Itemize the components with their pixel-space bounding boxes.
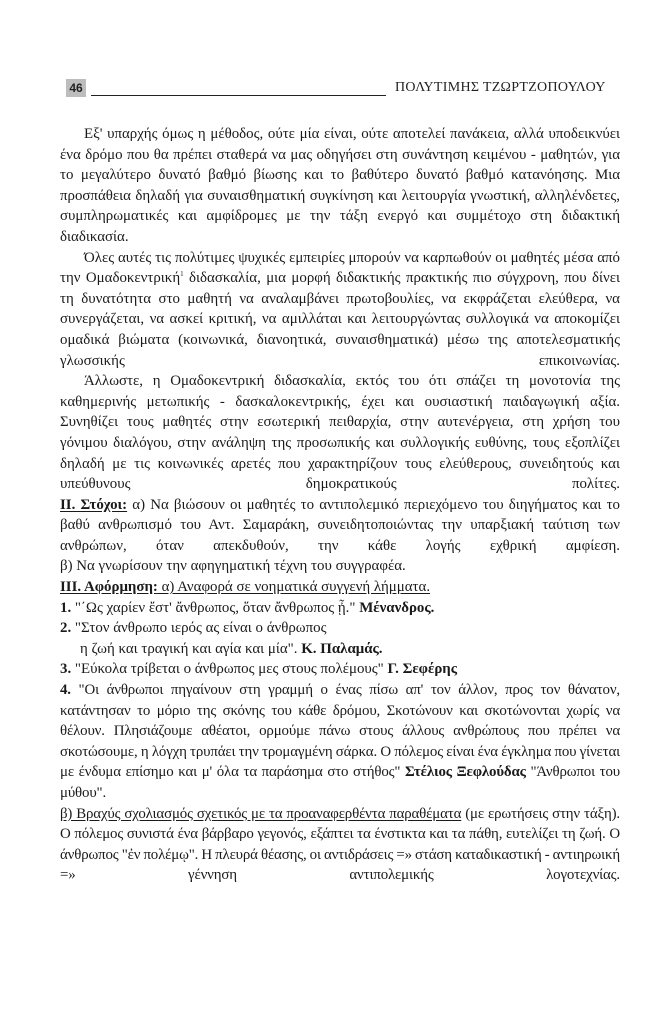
quote-2-author: Κ. Παλαμάς. bbox=[301, 640, 383, 657]
commentary-heading: β) Βραχύς σχολιασμός σχετικός με τα προαναφερθέντα παραθέματα bbox=[60, 805, 462, 822]
motivation-intro: α) Αναφορά σε νοηματικά συγγενή λήμματα. bbox=[157, 579, 431, 596]
page-header bbox=[0, 0, 663, 110]
page-body bbox=[60, 124, 620, 886]
footnote-mark: 1 bbox=[180, 270, 184, 279]
paragraph-method: Εξ' υπαρχής όμως η μέθοδος, ούτε μία είναι, ούτε αποτελεί πανάκεια, αλλά υποδεικνύει ένα δρόμο που θα πρέπει σταθερά να μας οδηγήσει στη συνάντηση κειμένου - μαθητών, για το μεγαλύτερο δυνατό βαθμό βίωσης και το βαθύτερο δυνατό βαθμό κατανόησης. Μια προσπάθεια δηλαδή για συναισθηματική συγκίνηση και λειτουργία γνωστική, αλληλένδετες, συμπληρωματικές και αμφίδρομες με την τάξη ενεργό και συμμέτοχο στη διδακτική διαδικασία. bbox=[60, 126, 620, 245]
quote-1-author: Μένανδρος. bbox=[359, 599, 435, 616]
goals-section bbox=[60, 495, 620, 557]
quote-4: 4. "Οι άνθρωποι πηγαίνουν στη γραμμή ο ένας πίσω απ' τον άλλον, προς τον θάνατον, κατάντησαν το μόριο της σκόνης του κάθε δρόμου, Σκοτώνουν και σκοτώνονται χωρίς να θέλουν. Πλησιάζουμε αθέατοι, ορμούμε πάνω στους άλλους ανθρώπους που πρέπει να σκοτώσουμε, η λόγχη τρυπάει την τρομαγμένη σάρκα. Ο πόλεμος είναι ένα έγκλημα που γίνεται με ένδυμα επίσημο και μ' όλα τα παράσημα στο στήθος" Στέλιος Ξεφλούδας "Άνθρωποι του μύθου". bbox=[60, 682, 620, 801]
motivation-heading: ΙΙΙ. Αφόρμηση: bbox=[60, 579, 158, 596]
quote-3: 3. "Εύκολα τρίβεται ο άνθρωπος μες στους πολέμους" Γ. Σεφέρης bbox=[60, 661, 458, 678]
quote-4-author: Στέλιος Ξεφλούδας bbox=[405, 764, 526, 781]
quote-2: 2. "Στον άνθρωπο ιερός ας είναι ο άνθρωπος bbox=[60, 620, 327, 637]
commentary-section bbox=[60, 804, 620, 886]
quote-2-continuation: η ζωή και τραγική και αγία και μία". Κ. Παλαμάς. bbox=[80, 640, 383, 657]
quote-3-author: Γ. Σεφέρης bbox=[387, 661, 458, 678]
goal-a: α) Να βιώσουν οι μαθητές το αντιπολεμικό περιεχόμενο του διηγήματος και το βαθύ ανθρωπισμό του Αντ. Σαμαράκη, συνειδητοποιώντας την υπαρξιακή ταύτιση των ανθρώπων, όταν απεκδυθούν, την κάθε λογής εχθρική αμφίεση. bbox=[60, 496, 621, 554]
commentary-text: (με ερωτήσεις στην τάξη). Ο πόλεμος συνιστά ένα βάρβαρο γεγονός, εξάπτει τα ένστικτα και τα πάθη, ευτελίζει τη ζωή. Ο άνθρωπος "ἐν πολέμῳ". Η πλευρά θέασης, οι αντιδράσεις =» στάση καταδικαστική - αντιηρωική =» γέννηση αντιπολεμικής λογοτεχνίας. bbox=[60, 805, 620, 884]
quote-1: 1. "΄Ως χαρίεν ἔστ' ἄνθρωπος, ὅταν ἄνθρωπος ᾖ." Μένανδρος. bbox=[60, 599, 435, 616]
running-head: ΠΟΛΥΤΙΜΗΣ ΤΖΩΡΤΖΟΠΟΥΛΟΥ bbox=[395, 80, 606, 95]
goal-b: β) Να γνωρίσουν την αφηγηματική τέχνη του συγγραφέα. bbox=[60, 558, 406, 575]
header-rule bbox=[91, 95, 386, 96]
paragraph-group-teaching: Όλες αυτές τις πολύτιμες ψυχικές εμπειρίες μπορούν να καρπωθούν οι μαθητές μέσα από την Ομαδοκεντρική$^1$ διδασκαλία, μια μορφή διδακτικής πρακτικής πιο σύγχρονη, που δίνει τη δυνατότητα στο μαθητή να αναλαμβάνει πρωτοβουλίες, να εκφράζεται ελεύθερα, να συνεργάζεται, να ασκεί κριτική, να αμιλλάται και λειτουργώντας συλλογικά να αποκομίζει ομαδικά βιώματα (κοινωνικά, διανοητικά, συναισθηματικά) μέσω της αποτελεσματικής γλωσσικής επικοινωνίας. bbox=[60, 249, 620, 369]
page-number: 46 bbox=[66, 79, 86, 97]
quote-4-work: "Άνθρωποι του μύθου". bbox=[60, 764, 620, 801]
goals-heading: ΙΙ. Στόχοι: bbox=[60, 496, 128, 513]
motivation-heading-line bbox=[60, 577, 620, 598]
paragraph-pedagogical-value: Άλλωστε, η Ομαδοκεντρική διδασκαλία, εκτός του ότι σπάζει τη μονοτονία της καθημερινής μετωπικής - δασκαλοκεντρικής, έχει και ουσιαστική παιδαγωγική αξία. Συνηθίζει τους μαθητές στην εσωτερική πειθαρχία, στην αυτενέργεια, στη χρήση του γόνιμου διαλόγου, στην ανάληψη της προσωπικής και συλλογικής ευθύνης, τους εξοπλίζει δηλαδή με τις κοινωνικές αρετές που χαρακτηρίζουν τους ελεύθερους, συνειδητούς και υπεύθυνους δημοκρατικούς πολίτες. bbox=[60, 373, 620, 493]
